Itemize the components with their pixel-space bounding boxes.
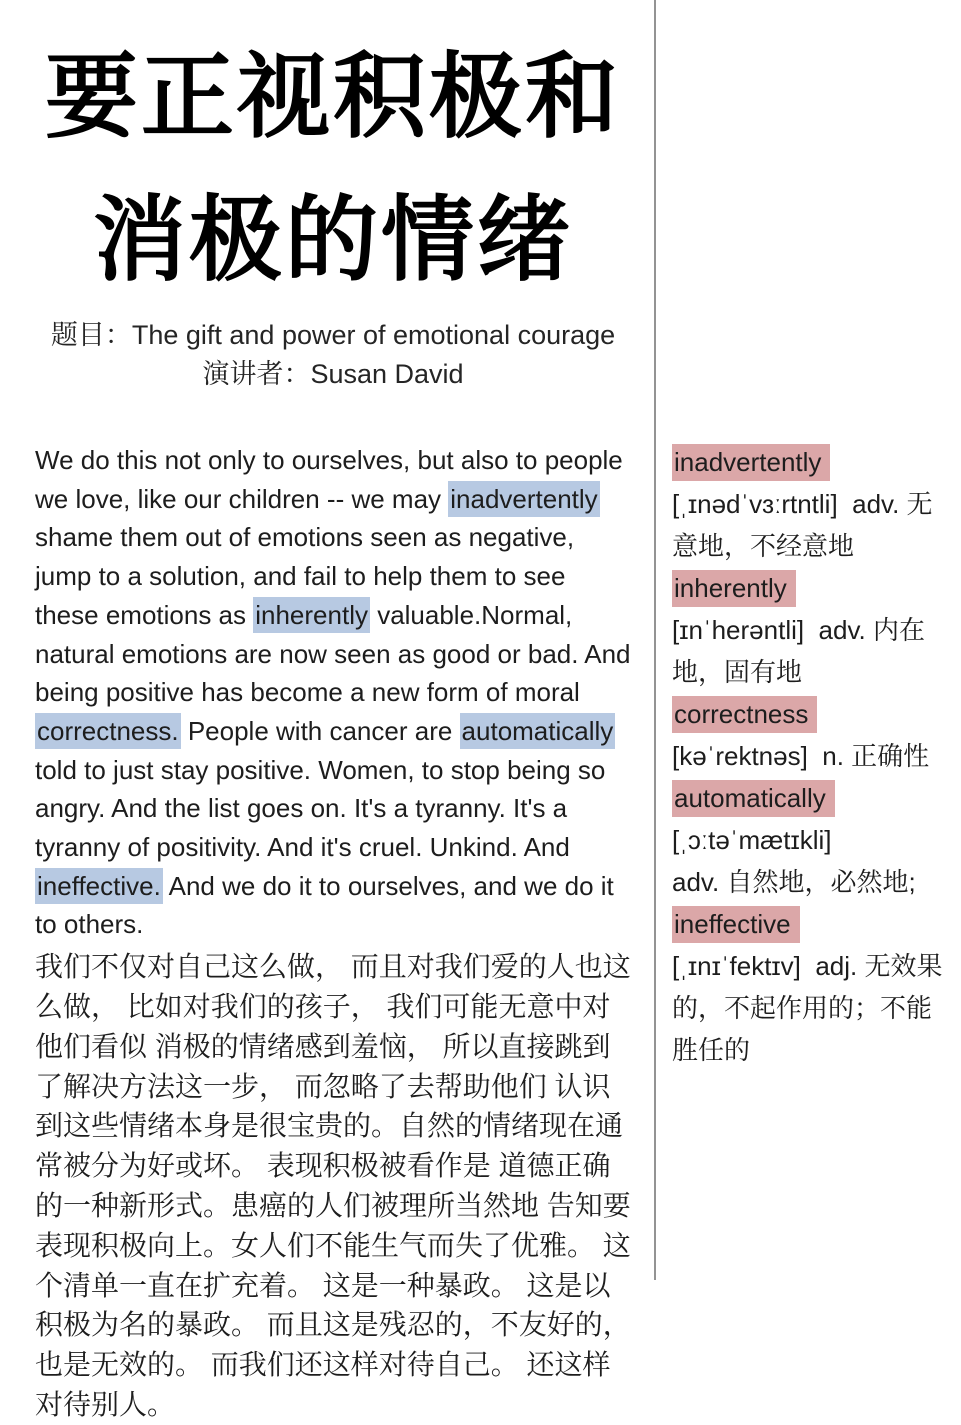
vocab-entry bbox=[672, 567, 948, 693]
speaker-label: 演讲者： bbox=[202, 359, 311, 389]
chinese-paragraph: 我们不仅对自己这么做， 而且对我们爱的人也这么做， 比如对我们的孩子， 我们可能无意中对他们看似 消极的情绪感到羞恼， 所以直接跳到了解决方法这一步， 而忽略了去帮助他们 认识到这些情绪本身是很宝贵的。自然的情绪现在通常被分为好或坏。 表现积极被看作是 道德正确的一种新形式。患癌的人们被理所当然地 告知要表现积极向上。女人们不能生气而失了优雅。 这个清单一直在扩充着。 这是一种暴政。 这是以积极为名的暴政。 而且这是残忍的，不友好的， 也是无效的。 而我们还这样对待自己。 还这样对待别人。 bbox=[35, 951, 631, 1420]
highlighted-word: ineffective. bbox=[35, 868, 163, 904]
vocab-entry bbox=[672, 903, 948, 1071]
topic-text: The gift and power of emotional courage bbox=[131, 320, 616, 350]
vocab-entry bbox=[672, 441, 948, 567]
vocab-word-line bbox=[672, 693, 948, 735]
speaker-line bbox=[35, 355, 631, 394]
vocab-detail: [ˌɪnədˈvɜːrtntli] adv. 无意地，不经意地 bbox=[672, 489, 933, 561]
highlighted-word: correctness. bbox=[35, 713, 181, 749]
paragraph-text: We do this not only to ourselves, but also to people we love, like our children -- we may bbox=[35, 445, 623, 514]
vocab-word: ineffective bbox=[672, 906, 800, 943]
title-line-2: 消极的情绪 bbox=[93, 188, 573, 292]
topic-label: 题目： bbox=[50, 320, 132, 350]
vocab-word-line bbox=[672, 441, 948, 483]
vocab-entry bbox=[672, 693, 948, 777]
vocabulary-sidebar bbox=[672, 441, 948, 1071]
speaker-text: Susan David bbox=[310, 359, 464, 389]
vocab-word-line bbox=[672, 903, 948, 945]
vocab-word-line bbox=[672, 777, 948, 819]
topic-line bbox=[35, 316, 631, 355]
vocab-detail: [ɪnˈherəntli] adv. 内在地，固有地 bbox=[672, 615, 925, 687]
vocab-word: automatically bbox=[672, 780, 835, 817]
column-divider bbox=[654, 0, 656, 1280]
highlighted-word: automatically bbox=[460, 713, 616, 749]
page-title bbox=[35, 26, 631, 312]
vocab-word-line bbox=[672, 567, 948, 609]
vocab-word: inherently bbox=[672, 570, 796, 607]
vocab-detail: [kəˈrektnəs] n. 正确性 bbox=[672, 741, 930, 771]
vocab-entry bbox=[672, 777, 948, 903]
highlighted-word: inadvertently bbox=[448, 481, 599, 517]
vocab-word: correctness bbox=[672, 696, 817, 733]
paragraph-text: told to just stay positive. Women, to stop being so angry. And the list goes on. It's a tyranny. It's a tyranny of positivity. And it's cruel. Unkind. And bbox=[35, 754, 606, 863]
vocab-detail: [ˌɪnɪˈfektɪv] adj. 无效果的，不起作用的；不能胜任的 bbox=[672, 951, 943, 1065]
vocab-word: inadvertently bbox=[672, 444, 830, 481]
talk-meta bbox=[35, 316, 631, 394]
main-column bbox=[35, 0, 631, 1425]
title-line-1: 要正视积极和 bbox=[45, 45, 621, 149]
paragraph-text: shame them out of emotions seen as negative, jump to a solution, and fail to help them to see these emotions as bbox=[35, 522, 575, 630]
paragraph-text: People with cancer are bbox=[180, 715, 460, 746]
paragraph-text: valuable.Normal, natural emotions are now seen as good or bad. And being positive has become a new form of moral bbox=[35, 599, 631, 708]
paragraph-text: And we do it to ourselves, and we do it to others. bbox=[35, 870, 614, 940]
english-paragraph bbox=[35, 441, 631, 944]
highlighted-word: inherently bbox=[253, 597, 370, 633]
vocab-detail: [ˌɔːtəˈmætɪkli] adv. 自然地，必然地; bbox=[672, 825, 916, 897]
